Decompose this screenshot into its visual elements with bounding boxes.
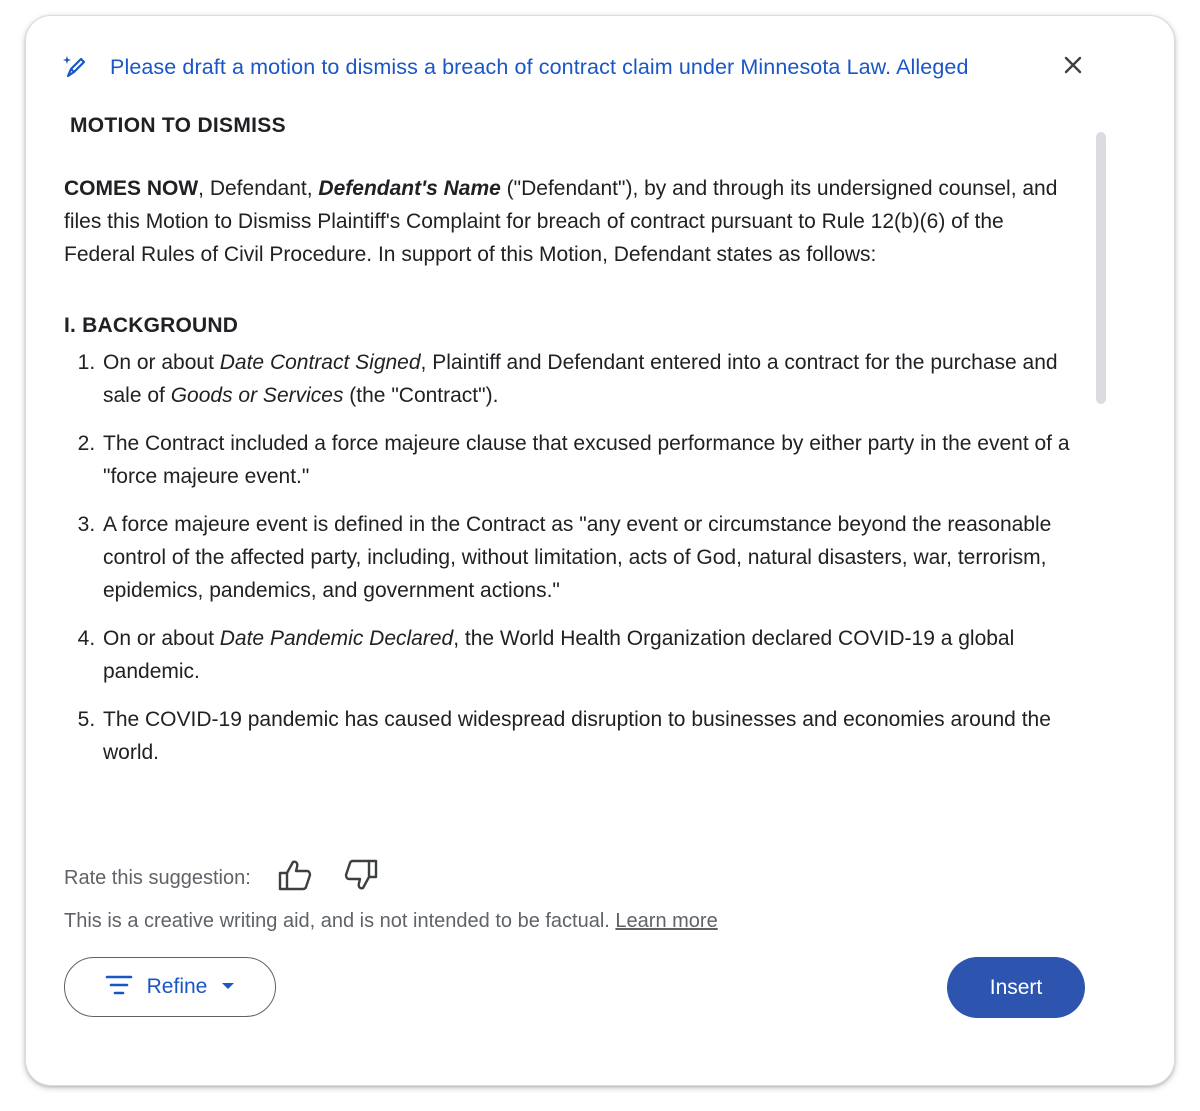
background-list: [64, 346, 1074, 769]
prompt-text[interactable]: Please draft a motion to dismiss a breach of contract claim under Minnesota Law. Alleged: [110, 54, 969, 79]
insert-button[interactable]: Insert: [947, 957, 1085, 1018]
intro-lead: COMES NOW: [64, 177, 199, 200]
thumbs-down-icon: [343, 858, 379, 898]
document-title: MOTION TO DISMISS: [70, 114, 286, 137]
list-item: 1. On or about Date Contract Signed, Plaintiff and Defendant entered into a contract for the purchase and sale of Goods or Services (the "Contract").: [101, 346, 1074, 412]
thumbs-down-button[interactable]: [341, 858, 381, 898]
suggestion-content[interactable]: [64, 108, 1074, 780]
disclaimer: [64, 906, 718, 936]
rating-row: [64, 858, 407, 898]
prompt-header: [62, 50, 1052, 84]
intro-part1: , Defendant,: [198, 177, 319, 200]
defendant-name: Defendant's Name: [318, 177, 501, 200]
list-item: 2. The Contract included a force majeure clause that excused performance by either party in the event of a "force majeure event.": [101, 427, 1074, 493]
close-button[interactable]: [1058, 52, 1088, 82]
scrollbar-thumb[interactable]: [1096, 132, 1106, 404]
caret-down-icon: [221, 978, 235, 996]
list-item: 3. A force majeure event is defined in the Contract as "any event or circumstance beyond the reasonable control of the affected party, including, without limitation, acts of God, natural disasters, war, terrorism, epidemics, pandemics, and government actions.": [101, 508, 1074, 607]
scrollbar[interactable]: [1093, 130, 1109, 770]
intro-paragraph: [64, 172, 1074, 271]
refine-label: Refine: [146, 975, 208, 998]
filter-lines-icon: [105, 974, 133, 1001]
list-item: 5. The COVID-19 pandemic has caused widespread disruption to businesses and economies around the world.: [101, 703, 1074, 769]
thumbs-up-button[interactable]: [275, 858, 315, 898]
close-icon: [1063, 55, 1083, 80]
pen-sparkle-icon: [62, 53, 90, 81]
rate-label: Rate this suggestion:: [64, 866, 251, 889]
list-item: 4. On or about Date Pandemic Declared, the World Health Organization declared COVID-19 a global pandemic.: [101, 622, 1074, 688]
thumbs-up-icon: [277, 858, 313, 898]
section-heading: I. BACKGROUND: [64, 314, 239, 337]
intro-part2: ("Defendant"), by and through its undersigned counsel, and files this Motion to Dismiss Plaintiff's Complaint for breach of contract pursuant to Rule 12(b)(6) of the Federal Rules of Civil Procedure. In support of this Motion, Defendant states as follows:: [64, 177, 1058, 266]
disclaimer-text: This is a creative writing aid, and is not intended to be factual.: [64, 910, 610, 932]
learn-more-link[interactable]: Learn more: [615, 910, 718, 932]
refine-button[interactable]: [64, 957, 276, 1017]
